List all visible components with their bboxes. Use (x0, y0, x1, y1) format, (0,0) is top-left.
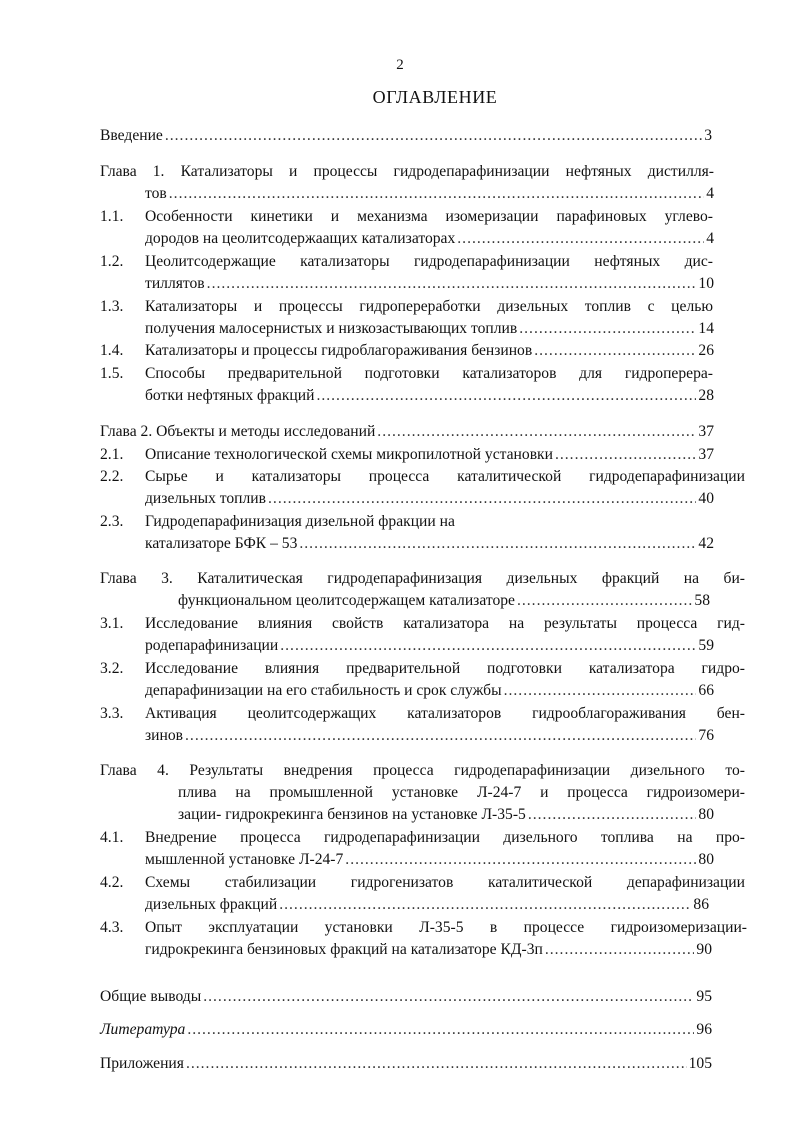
section-number: 2.2. (100, 468, 124, 485)
section-1-5-title: Способы предварительной подготовки катализаторов для гидроперера- (145, 365, 713, 382)
section-4-1-cont: мышленной установке Л-24-7 ..... 80 (145, 849, 714, 871)
section-number: 3.2. (100, 660, 124, 677)
section-1-3-cont: получения малосернистых и низкозастывающих топлив ..... 14 (145, 318, 714, 340)
page-number: 2 (396, 57, 404, 73)
section-2-3-cont: катализаторе БФК – 53 ..... 42 (145, 533, 714, 555)
dot-leader (555, 444, 696, 466)
toc-entry-conclusions: Общие выводы ..... 95 (100, 986, 712, 1008)
section-4-1-title: Внедрение процесса гидродепарафинизации дизельного топлива на про- (145, 829, 745, 846)
toc-page-number: 3 (704, 127, 712, 144)
toc-page-number: 58 (694, 592, 710, 609)
section-2-2-cont: дизельных топлив ..... 40 (145, 488, 714, 510)
dot-leader (517, 590, 692, 612)
section-4-3-cont: гидрокрекинга бензиновых фракций на катализаторе КД-3п ..... 90 (145, 939, 712, 961)
dot-leader (528, 804, 697, 826)
toc-page-number: 96 (696, 1021, 712, 1038)
page-title: ОГЛАВЛЕНИЕ (372, 87, 498, 107)
toc-page-number: 90 (696, 941, 712, 958)
section-number: 1.5. (100, 365, 124, 382)
chapter-1-heading-cont: тов ..... 4 (145, 183, 714, 205)
toc-page-number: 105 (688, 1055, 712, 1072)
section-1-3-title: Катализаторы и процессы гидропереработки дизельных топлив с целью (145, 298, 713, 315)
dot-leader (169, 183, 704, 205)
chapter-4-heading: Глава 4. Результаты внедрения процесса гидродепарафинизации дизельного то- (100, 762, 745, 779)
dot-leader (186, 1053, 687, 1075)
section-number: 1.2. (100, 253, 124, 270)
section-4-2-cont: дизельных фракций ..... 86 (145, 894, 709, 916)
toc-page-number: 76 (698, 727, 714, 744)
section-4-2-title: Схемы стабилизации гидрогенизатов каталитической депарафинизации (145, 874, 745, 891)
dot-leader (316, 385, 696, 407)
toc-page-number: 59 (698, 637, 714, 654)
toc-page-number: 4 (706, 230, 714, 247)
dot-leader (279, 894, 691, 916)
dot-leader (377, 421, 696, 443)
dot-leader (185, 725, 696, 747)
dot-leader (280, 635, 696, 657)
section-4-3-title: Опыт эксплуатации установки Л-35-5 в процессе гидроизомеризации- (145, 919, 747, 936)
section-number: 1.1. (100, 208, 124, 225)
section-3-1-title: Исследование влияния свойств катализатора на результаты процесса гид- (145, 615, 745, 632)
section-3-2-cont: депарафинизации на его стабильность и срок службы ..... 66 (145, 680, 714, 702)
toc-page-number: 4 (706, 185, 714, 202)
section-number: 1.3. (100, 298, 124, 315)
toc-entry-text: Введение (100, 127, 163, 144)
toc-page-number: 86 (693, 896, 709, 913)
toc-page-number: 66 (698, 682, 714, 699)
section-1-1-title: Особенности кинетики и механизма изомеризации парафиновых углево- (145, 208, 713, 225)
dot-leader (299, 533, 696, 555)
toc-page-number: 37 (698, 423, 714, 440)
section-2-3-title: Гидродепарафинизация дизельной фракции на (145, 513, 455, 530)
chapter-3-heading-cont: функциональном цеолитсодержащем катализаторе ..... 58 (178, 590, 710, 612)
dot-leader (203, 986, 694, 1008)
section-1-2-title: Цеолитсодержащие катализаторы гидродепарафинизации нефтяных дис- (145, 253, 713, 270)
section-number: 4.1. (100, 829, 124, 846)
dot-leader (504, 680, 697, 702)
dot-leader (457, 228, 704, 250)
toc-page-number: 28 (698, 387, 714, 404)
section-1-2-cont: тиллятов ..... 10 (145, 273, 714, 295)
chapter-3-heading: Глава 3. Каталитическая гидродепарафинизация дизельных фракций на би- (100, 570, 745, 587)
section-number: 2.3. (100, 513, 124, 530)
toc-page-number: 40 (698, 490, 714, 507)
section-3-3-cont: зинов ..... 76 (145, 725, 714, 747)
toc-page-number: 80 (698, 851, 714, 868)
toc-page-number: 42 (698, 535, 714, 552)
toc-entry-appendices: Приложения ..... 105 (100, 1053, 712, 1075)
dot-leader (268, 488, 696, 510)
section-number: 4.2. (100, 874, 124, 891)
section-2-1-title: Описание технологической схемы микропилотной установки ..... 37 (145, 444, 714, 466)
section-number: 4.3. (100, 919, 124, 936)
toc-entry-literature: Литература ..... 96 (100, 1019, 712, 1041)
section-3-1-cont: родепарафинизации ..... 59 (145, 635, 714, 657)
section-3-3-title: Активация цеолитсодержащих катализаторов гидрооблагораживания бен- (145, 705, 745, 722)
chapter-4-heading-line2: плива на промышленной установке Л-24-7 и процесса гидроизомери- (178, 784, 745, 801)
chapter-2-heading: Глава 2. Объекты и методы исследований ..... 37 (100, 421, 714, 443)
section-number: 3.1. (100, 615, 124, 632)
chapter-4-heading-cont: зации- гидрокрекинга бензинов на установке Л-35-5 ..... 80 (178, 804, 714, 826)
toc-page-number: 37 (698, 446, 714, 463)
toc-page-number: 10 (698, 275, 714, 292)
section-number: 2.1. (100, 446, 124, 463)
section-number: 1.4. (100, 342, 124, 359)
section-1-1-cont: дородов на цеолитсодержаащих катализаторах ..... 4 (145, 228, 714, 250)
dot-leader (519, 318, 696, 340)
toc-page-number: 26 (698, 342, 714, 359)
toc-page-number: 14 (698, 320, 714, 337)
toc-entry-intro (100, 125, 712, 147)
section-3-2-title: Исследование влияния предварительной подготовки катализатора гидро- (145, 660, 745, 677)
section-2-2-title: Сырье и катализаторы процесса каталитической гидродепарафинизации (145, 468, 745, 485)
section-1-4-title: Катализаторы и процессы гидроблагораживания бензинов ..... 26 (145, 340, 714, 362)
section-number: 3.3. (100, 705, 124, 722)
toc-page-number: 80 (698, 806, 714, 823)
dot-leader (534, 340, 696, 362)
section-1-5-cont: ботки нефтяных фракций ..... 28 (145, 385, 714, 407)
toc-page-number: 95 (696, 988, 712, 1005)
dot-leader (545, 939, 695, 961)
dot-leader (165, 125, 702, 147)
dot-leader (207, 273, 697, 295)
dot-leader (345, 849, 696, 871)
dot-leader (187, 1019, 694, 1041)
chapter-1-heading: Глава 1. Катализаторы и процессы гидродепарафинизации нефтяных дистилля- (100, 163, 714, 180)
